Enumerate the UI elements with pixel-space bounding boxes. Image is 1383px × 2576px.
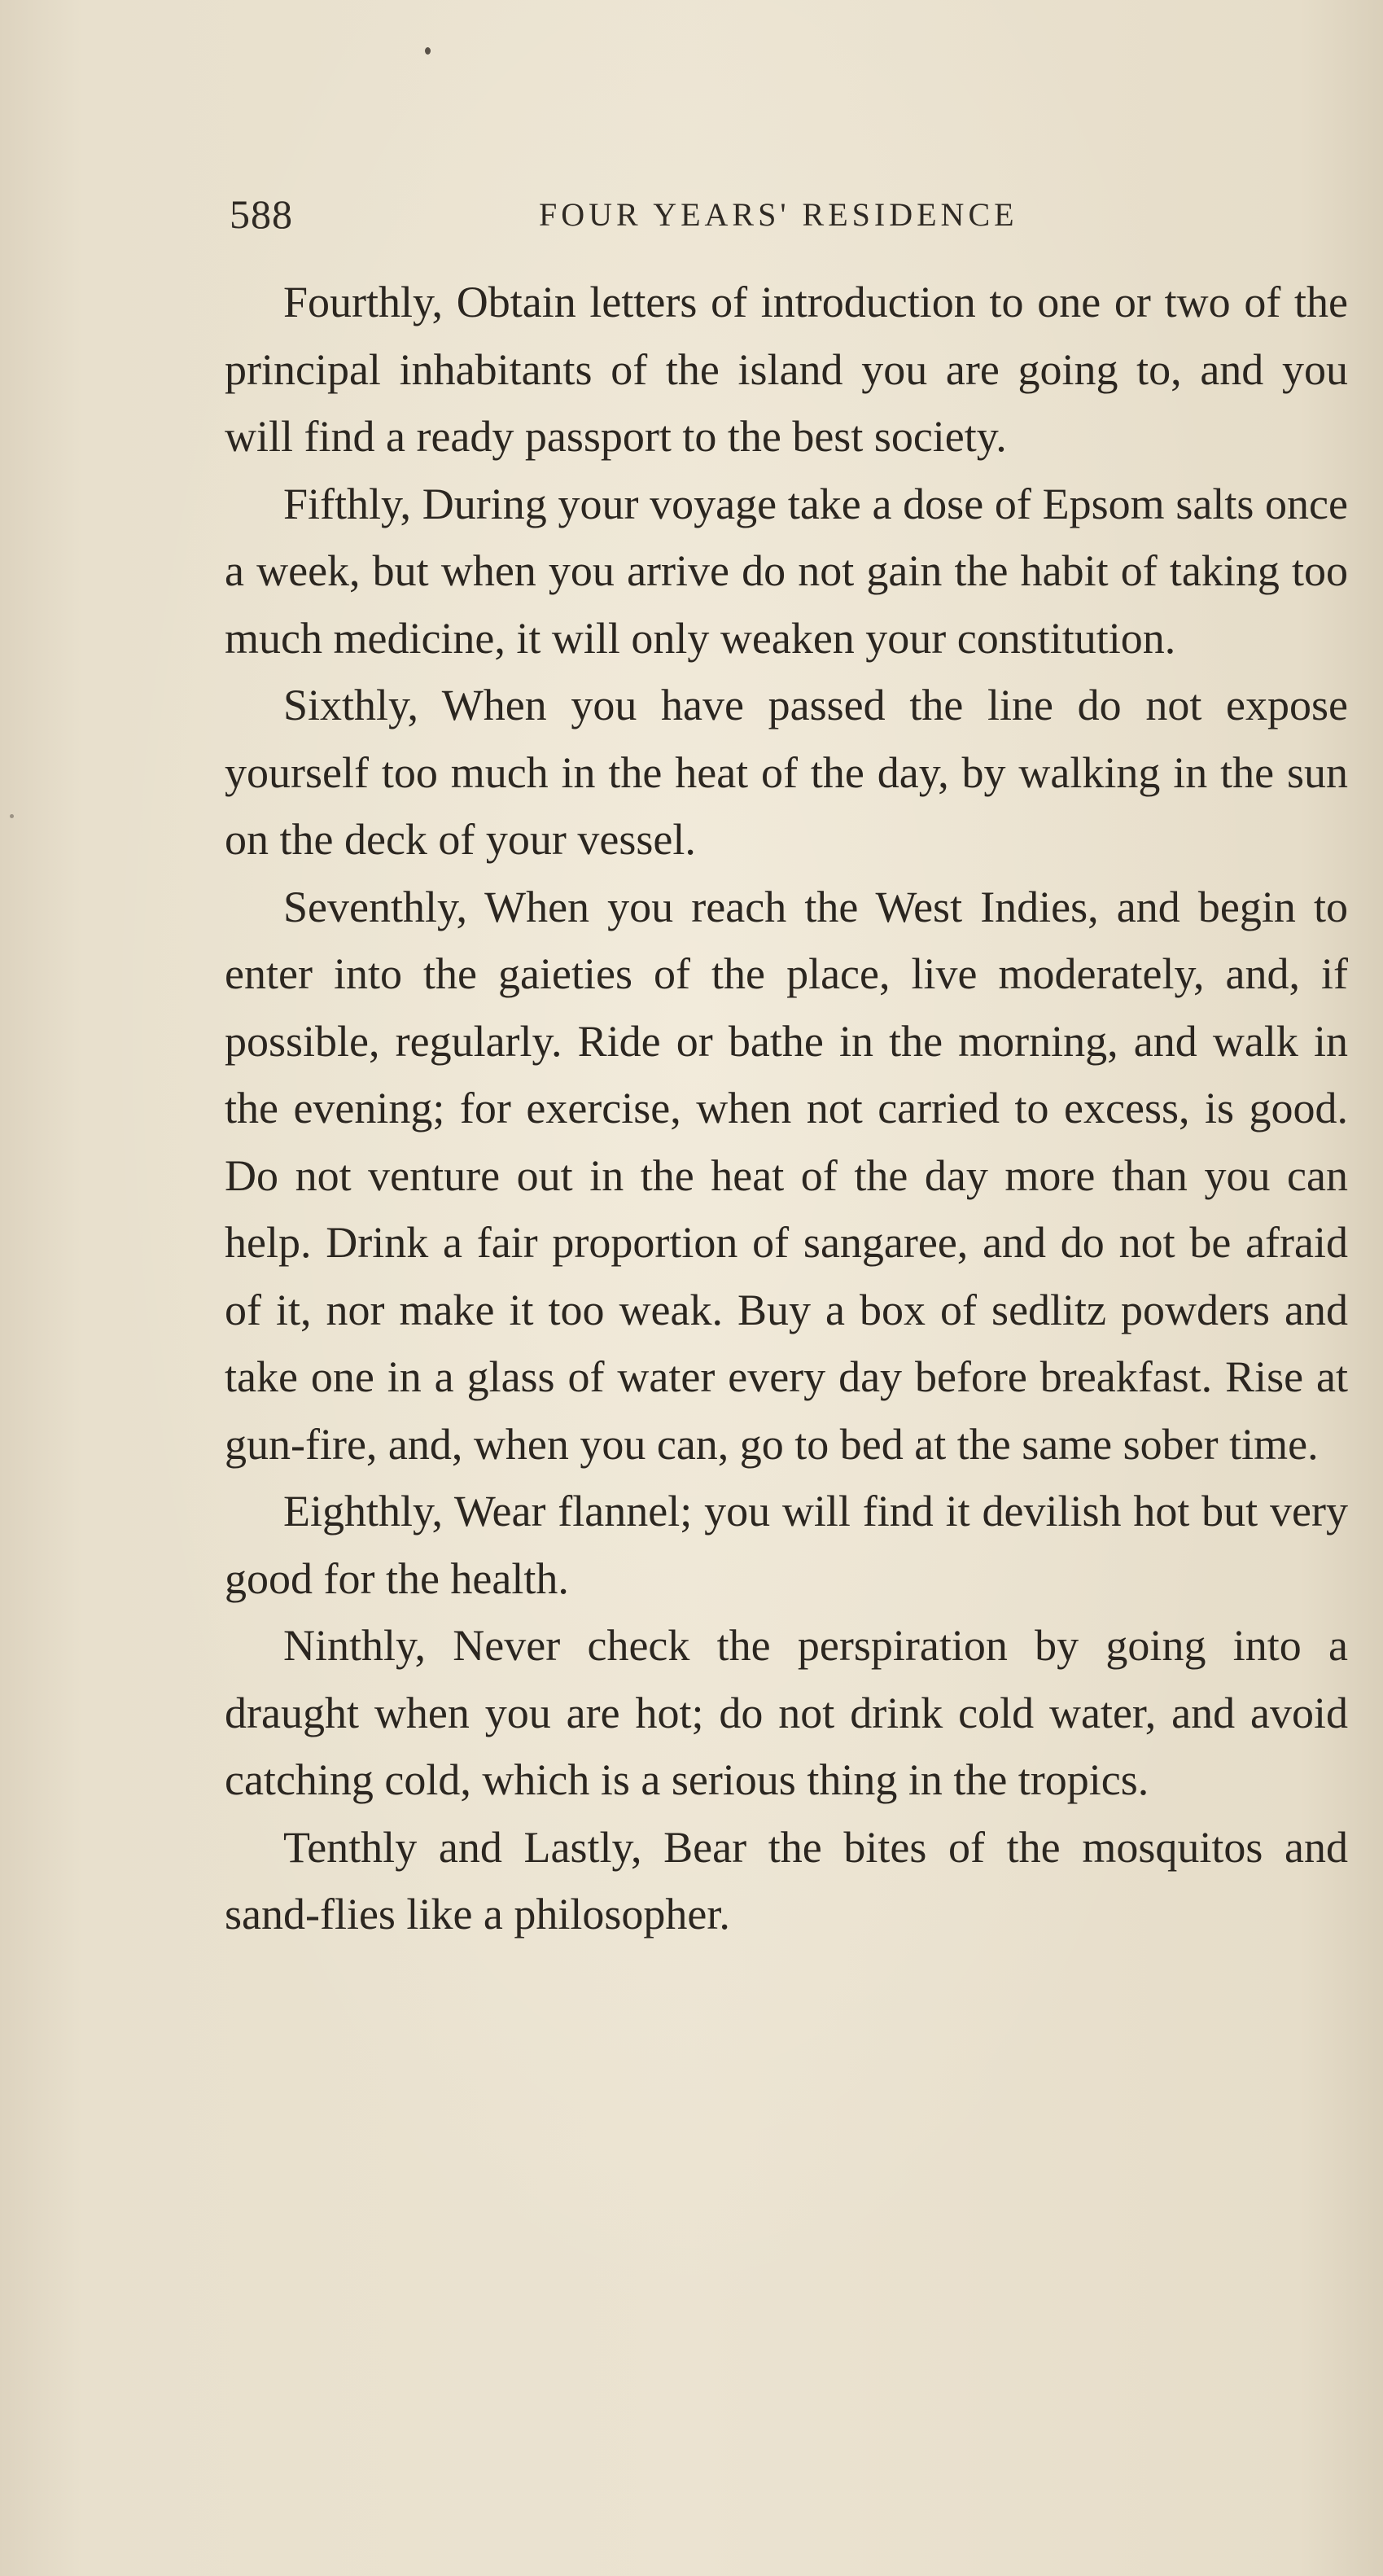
paragraph-seventhly: Seventhly, When you reach the West Indies, and begin to enter into the gaieties of the place, live moderately, and, if possible, regularly. Ride or bathe in the morning, and walk in the evening; for exercise, when not carried to excess, is good. Do not venture out in the heat of the day more than you can help. Drink a fair proportion of sangaree, and do not be afraid of it, nor make it too weak. Buy a box of sedlitz powders and take one in a glass of water every day before breakfast. Rise at gun-fire, and, when you can, go to bed at the same sober time.: [225, 882, 1348, 1469]
paragraph-fourthly: Fourthly, Obtain letters of introduction to one or two of the principal inhabitants of the island you are going to, and you will find a ready passport to the best society.: [225, 278, 1348, 461]
page-number: 588: [230, 191, 293, 237]
paragraph-fifthly: Fifthly, During your voyage take a dose of Epsom salts once a week, but when you arrive do not gain the habit of taking too much medicine, it will only weaken your constitution.: [225, 479, 1348, 663]
paragraph-ninthly: Ninthly, Never check the perspiration by going into a draught when you are hot; do not drink cold water, and avoid catching cold, which is a serious thing in the tropics.: [225, 1621, 1348, 1804]
paragraph-tenthly: Tenthly and Lastly, Bear the bites of the mosquitos and sand-flies like a philosopher.: [225, 1822, 1348, 1939]
running-header: [230, 186, 1345, 243]
running-title: FOUR YEARS' RESIDENCE: [539, 196, 1018, 233]
body-text: [225, 269, 1348, 1948]
paragraph-eighthly: Eighthly, Wear flannel; you will find it devilish hot but very good for the health.: [225, 1487, 1348, 1603]
ink-speck: [10, 814, 14, 818]
paragraph-sixthly: Sixthly, When you have passed the line do not expose yourself too much in the heat of the day, by walking in the sun on the deck of your vessel.: [225, 681, 1348, 864]
ink-speck: [425, 47, 431, 55]
